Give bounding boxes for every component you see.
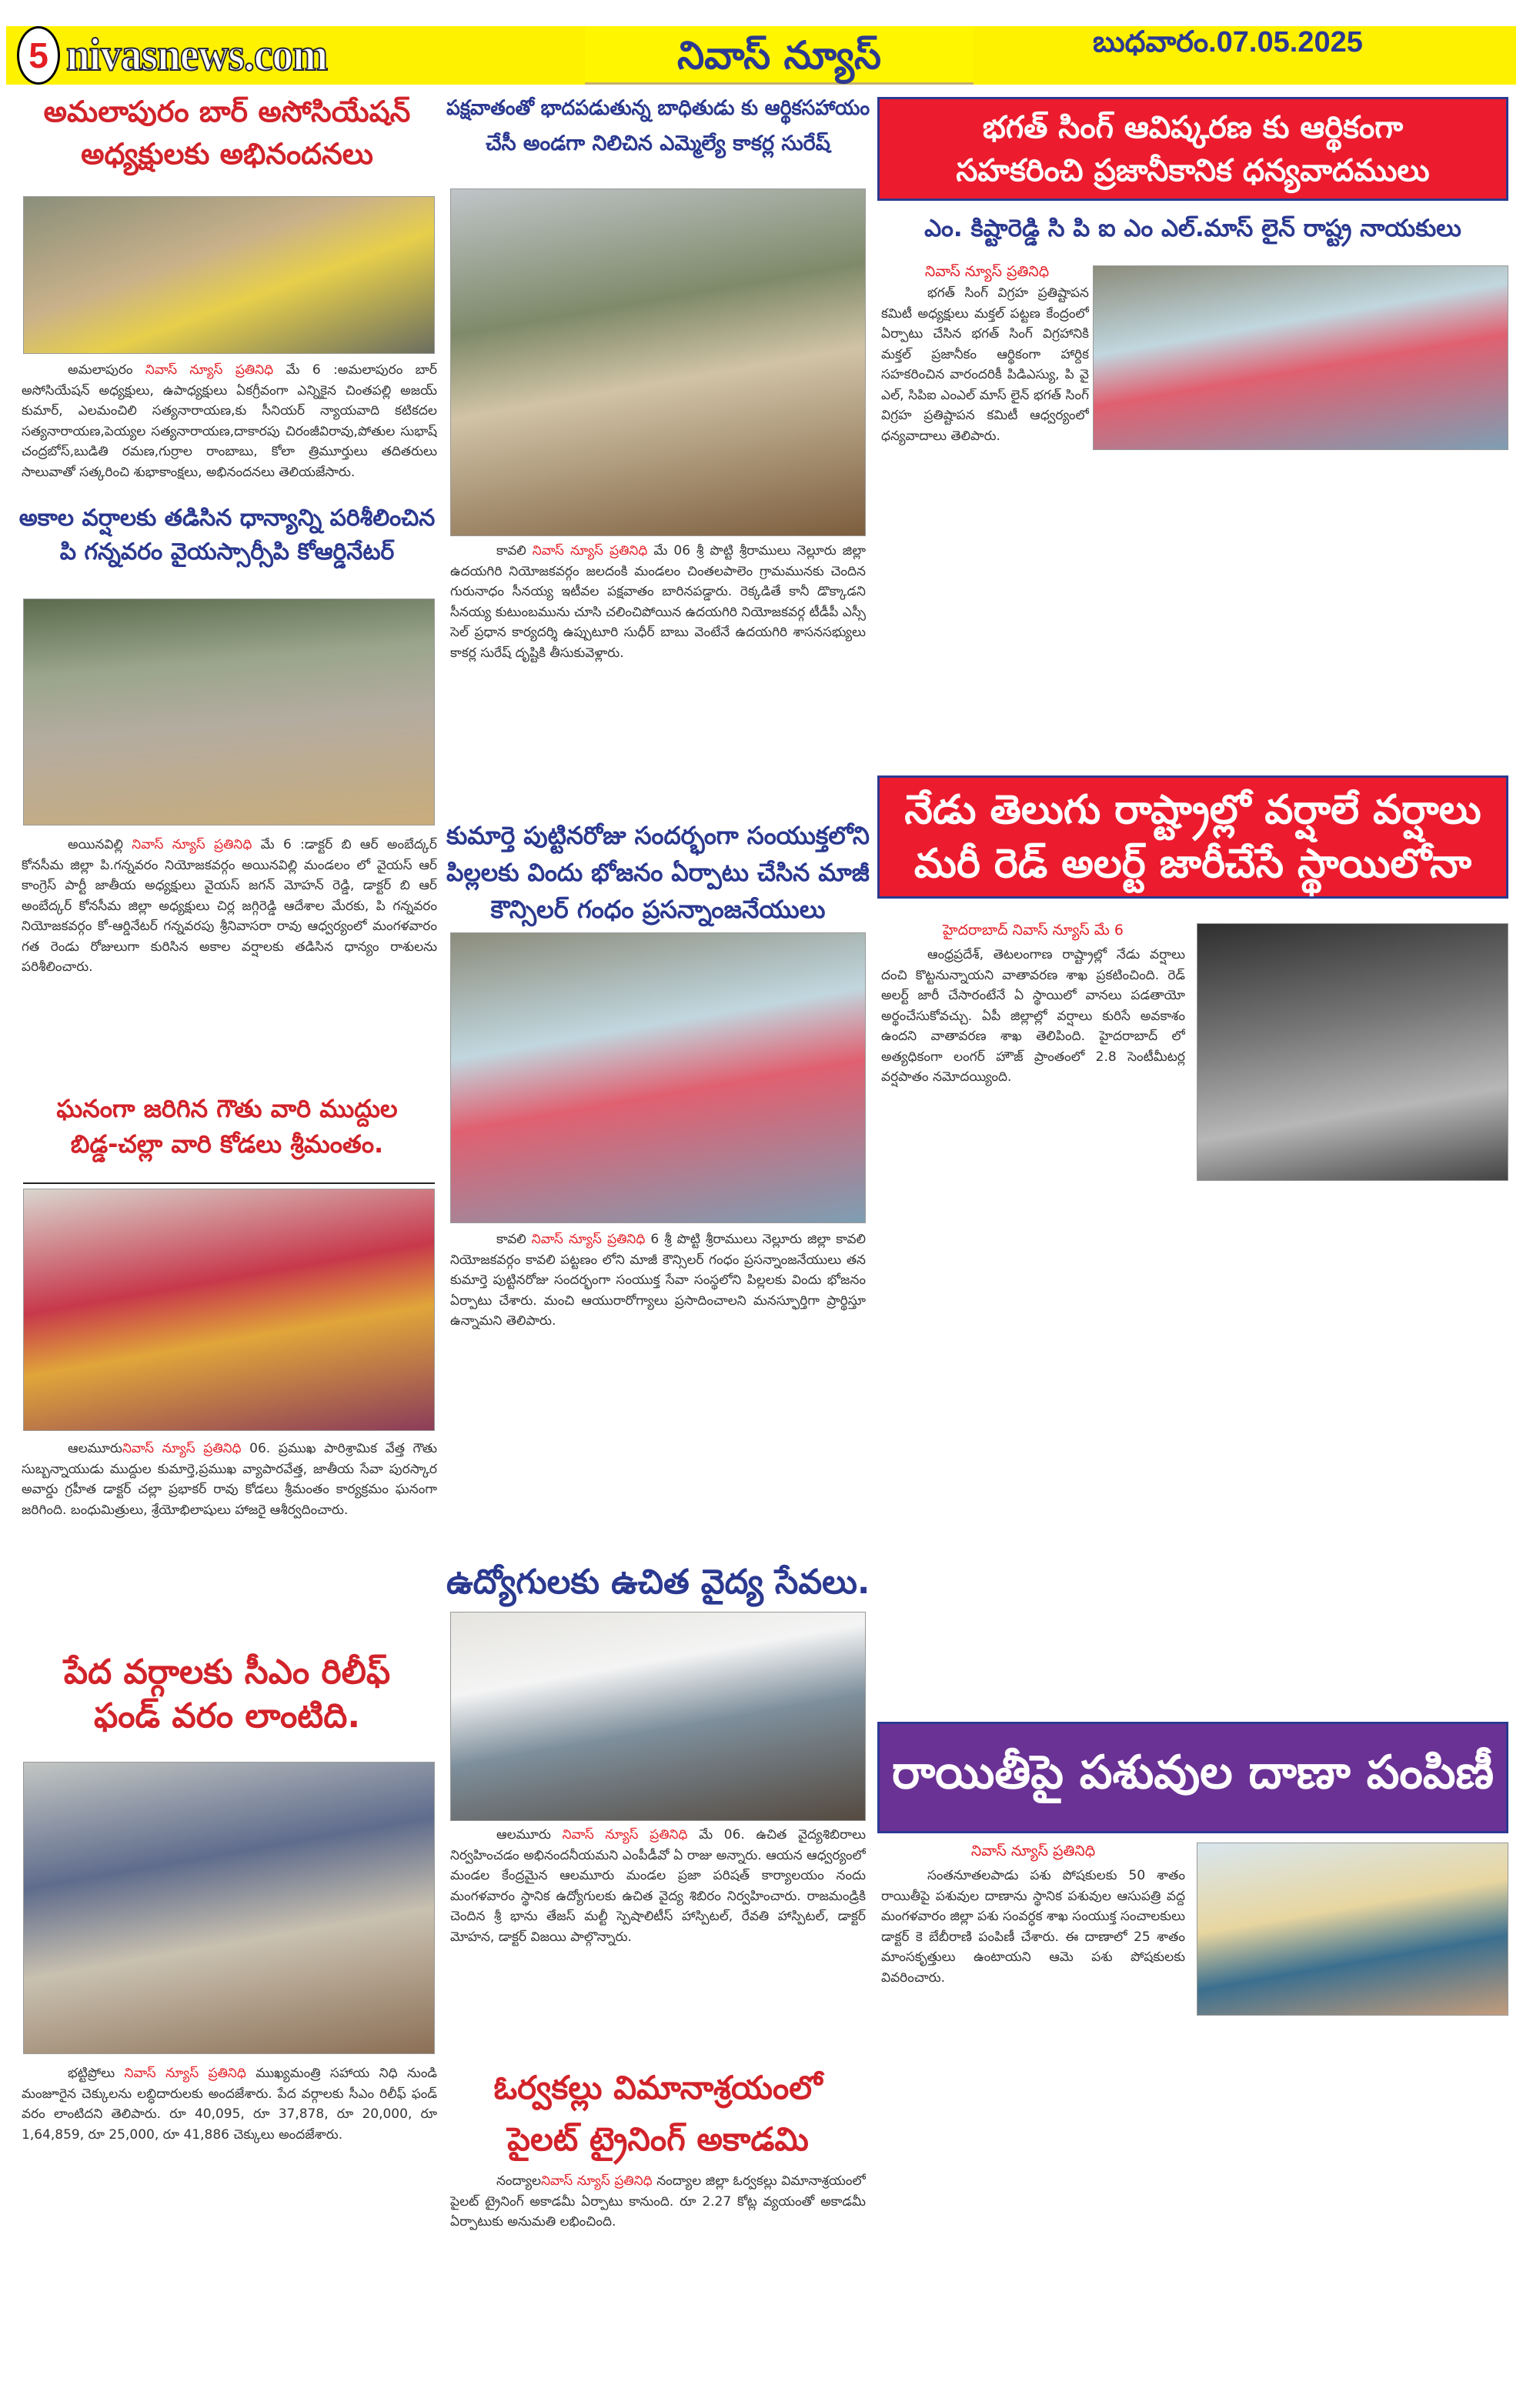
article-text: భట్టిప్రోలు [68, 2066, 115, 2081]
article-text: మే 6 :అమలాపురం బార్ అసోసియేషన్ అధ్యక్షులు, ఉపాధ్యక్షులు ఏకగ్రీవంగా ఎన్నికైన చింతపల్లి అజయ్ కుమార్, ఎలమంచిలి సత్యనారాయణ,కు సీనియర్ న్యాయవాది కటికదల సత్యనారాయణ,పెయ్యల సత్యనారాయణ,దాకారపు చిరంజీవిరావు,పోతుల సుభాష్ చంద్రబోస్,బుడితి రమణ,గుర్రాల రాంబాబు, కోలా త్రిమూర్తులు తదితరులు సాలువాతో సత్కరించి శుభాకాంక్షలు, అభినందనలు తెలియజేసారు. [22, 362, 437, 480]
article-body-paralysis-aid [450, 541, 866, 814]
article-text: నంద్యాల [496, 2173, 542, 2189]
banner-line: భగత్ సింగ్ ఆవిష్కరణ కు ఆర్థికంగా [982, 109, 1404, 145]
issue-date: బుధవారం.07.05.2025 [1093, 26, 1363, 58]
headline-line: అమలాపురం బార్ అసోసియేషన్ [43, 95, 411, 128]
headline-line: కుమార్తె పుట్టినరోజు సందర్భంగా సంయుక్తలోని [446, 821, 870, 850]
headline-line: ఓర్వకల్లు విమానాశ్రయంలో [493, 2069, 823, 2106]
article-body-bhagat-singh [881, 283, 1089, 760]
article-text: నివాస్ న్యూస్ ప్రతినిధి [532, 543, 648, 559]
subheadline-bhagat-singh [877, 212, 1508, 246]
headline-line: పేద వర్గాలకు సీఎం రిలీఫ్ [63, 1653, 391, 1692]
article-text: నివాస్ న్యూస్ ప్రతినిధి [541, 2173, 653, 2189]
article-body-cattle-feed [881, 1866, 1185, 2396]
reporter-label: నివాస్ న్యూస్ ప్రతినిధి [924, 263, 1050, 280]
banner-line: నేడు తెలుగు రాష్ట్రాల్లో వర్షాలే వర్షాలు [904, 786, 1481, 833]
banner-line: సహకరించి ప్రజానీకానిక ధన్యవాదములు [956, 152, 1430, 188]
article-text: నివాస్ న్యూస్ ప్రతినిధి [531, 1232, 646, 1247]
photo-bar-association [23, 196, 435, 354]
headline-pilot-academy [446, 2062, 870, 2165]
article-body-seemantham [22, 1439, 437, 1646]
newspaper-title: నివాస్ న్యూస్ [585, 26, 974, 85]
article-text: కావలి [496, 1232, 526, 1247]
article-text: నివాస్ న్యూస్ ప్రతినిధి [124, 2066, 246, 2081]
article-body-free-medical [450, 1825, 866, 2056]
headline-line: ఎం. కిష్టారెడ్డి సి పి ఐ ఎం ఎల్.మాస్ లైన్ రాష్ట్ర నాయకులు [924, 215, 1461, 242]
headline-line: ఉద్యోగులకు ఉచిత వైద్య సేవలు. [446, 1563, 870, 1602]
banner-line: రాయితీపై పశువుల దాణా పంపిణీ [891, 1745, 1495, 1799]
article-text: మే 6 :డాక్టర్ బి ఆర్ అంబేద్కర్ కోనసీమ జిల్లా పి.గన్నవరం నియోజకవర్గం అయినవిల్లి మండలం లో వైయస్ ఆర్ కాంగ్రెస్ పార్టీ జాతీయ అధ్యక్షులు వైయస్ జగన్ మోహన్ రెడ్డి, డాక్టర్ బి ఆర్ అంబేద్కర్ కోనసీమ జిల్లా అధ్యక్షులు చిర్ల జగ్గిరెడ్డి ఆదేశాల మేరకు, పి గన్నవరం నియోజకవర్గం కో-ఆర్డినేటర్ గన్నవరపు శ్రీనివాసరా రావు ఆధ్వర్యంలో మంగళవారం గత రెండు రోజులుగా కురిసిన అకాల వర్షాలకు తడిసిన ధాన్యం రాశులను పరిశీలించారు. [22, 837, 437, 975]
headline-line: చేసీ అండగా నిలిచిన ఎమ్మెల్యే కాకర్ల సురేష్ [486, 131, 830, 155]
headline-line: పిల్లలకు విందు భోజనం ఏర్పాటు చేసిన మాజీ [446, 858, 870, 887]
article-text: నంద్యాల జిల్లా ఓర్వకల్లు విమానాశ్రయంలో పైలట్ ట్రైనింగ్ అకాడమీ ఏర్పాటు కానుంది. రూ 2.27 కోట్ల వ్యయంతో అకాడమీ ఏర్పాటుకు అనుమతి లభించింది. [450, 2173, 866, 2230]
headline-line: అధ్యక్షులకు అభినందనలు [81, 137, 373, 172]
headline-free-medical [446, 1560, 870, 1604]
photo-cattle-feed [1197, 1843, 1508, 2016]
article-text: 06. ప్రముఖ పారిశ్రామిక వేత్త గౌతు సుబ్బన్నాయుడు ముద్దుల కుమార్తె,ప్రముఖ వ్యాపారవేత్త, జాతీయ సేవా పురస్కార అవార్డు గ్రహీత డాక్టర్ చల్లా ప్రభాకర్ రావు కోడలు శ్రీమంతం కార్యక్రమం ఘనంగా జరిగింది. బంధుమిత్రులు, శ్రేయోభిలాషులు హాజరై ఆశీర్వదించారు. [22, 1441, 437, 1518]
headline-line: అకాల వర్షాలకు తడిసిన ధాన్యాన్ని పరిశీలించిన [18, 505, 436, 532]
article-text: ఆంధ్రప్రదేశ్, తెటలంగాణ రాష్ట్రాల్లో నేడు వర్షాలు దంచి కొట్టనున్నాయని వాతావరణ శాఖ ప్రకటించింది. రెడ్ అలర్ట్ జారీ చేసారంటేనే ఏ స్థాయిలో వానలు పడతాయో అర్థంచేసుకోవచ్చు. ఏపీ జిల్లాల్లో వర్షాలు కురిసే అవకాశం ఉందని వాతావరణ శాఖ తెలిపింది. హైదరాబాద్ లో అత్యధికంగా లంగర్ హౌజ్ ప్రాంతంలో 2.8 సెంటీమీటర్ల వర్షపాతం నమోదయ్యింది. [881, 947, 1185, 1085]
banner-rain-alert [877, 775, 1508, 899]
article-text: ఆలమూరు [68, 1441, 122, 1456]
headline-line: పక్షవాతంతో భాదపడుతున్న బాధితుడు కు ఆర్థికసహాయం [446, 96, 870, 120]
article-text: ఆలమూరు [496, 1827, 551, 1843]
headline-birthday-meal [446, 817, 870, 928]
article-text: నివాస్ న్యూస్ ప్రతినిధి [122, 1441, 242, 1456]
article-text: సంతనూతలపాడు పశు పోషకులకు 50 శాతం రాయితీపై పశువుల దాణాను స్థానిక పశువుల ఆసుపత్రి వద్ద మంగళవారం జిల్లా పశు సంవర్ధక శాఖ సంయుక్త సంచాలకులు డాక్టర్ కె బేబీరాణి పంపిణీ చేశారు. ఈ దాణాలో 25 శాతం మాంసకృత్తులు ఉంటాయని ఆమె పశు పోషకులకు వివరించారు. [881, 1868, 1185, 1986]
headline-line: ఫండ్ వరం లాంటిది. [93, 1696, 361, 1736]
article-text: 6 శ్రీ పొట్టి శ్రీరాములు నెల్లూరు జిల్లా కావలి నియోజకవర్గం కావలి పట్టణం లోని మాజీ కౌన్సిలర్ గంధం ప్రసన్నాంజనేయులు తన కుమార్తె పుట్టినరోజు సందర్భంగా సంయుక్త సేవా సంస్థలోని పిల్లలకు విందు భోజనం ఏర్పాటు చేశారు. మంచి ఆయురారోగ్యాలు ప్రసాదించాలని మనస్ఫూర్తిగా ప్రార్థిస్తూ ఉన్నామని తెలిపారు. [450, 1232, 866, 1329]
headline-bar-association [15, 91, 439, 175]
headline-paralysis-aid [446, 91, 870, 162]
article-text: కావలి [496, 543, 526, 559]
banner-line: మరీ రెడ్ అలర్ట్ జారీచేసే స్థాయిలోనా [913, 841, 1472, 887]
headline-line: బిడ్డ-చల్లా వారి కోడలు శ్రీమంతం. [70, 1129, 384, 1159]
article-body-birthday-meal [450, 1229, 866, 1556]
headline-cm-relief [15, 1650, 439, 1738]
dateline-rain-alert: హైదరాబాద్ నివాస్ న్యూస్ మే 6 [942, 922, 1124, 939]
article-text: మే 06. ఉచిత వైద్యశిబిరాలు నిర్వహించడం అభినందనీయమని ఎంపీడీవో ఏ రాజు అన్నారు. ఆయన ఆధ్వర్యంలో మండల కేంద్రమైన ఆలమూరు మండల ప్రజా పరిషత్ కార్యాలయం నందు మంగళవారం స్థానిక ఉద్యోగులకు ఉచిత వైద్య శిబిరం నిర్వహించారు. రాజమండ్రికి చెందిన శ్రీ భాను తేజస్ మల్టీ స్పెషాలిటీస్ హాస్పిటల్, రేవతి హాస్పిటల్, డాక్టర్ మోహన, డాక్టర్ విజయి పాల్గొన్నారు. [450, 1827, 866, 1945]
article-text: భగత్ సింగ్ విగ్రహ ప్రతిష్టాపన కమిటీ అధ్యక్షులు మక్తల్ పట్టణ కేంద్రంలో ఏర్పాటు చేసిన భగత్ సింగ్ విగ్రహానికి మక్తల్ ప్రజానీకం ఆర్థికంగా హార్దిక సహకరించిన వారందరికీ పిడిఎస్యు, పి వై ఎల్, సిపిఐ ఎంఎల్ మాస్ లైన్ భగత్ సింగ్ విగ్రహ ప్రతిష్టాపన కమిటీ ఆధ్వర్యంలో ధన్యవాదాలు తెలిపారు. [881, 285, 1089, 444]
photo-bhagat-singh [1093, 265, 1508, 450]
article-body-pilot-academy [450, 2171, 866, 2394]
article-text: నివాస్ న్యూస్ ప్రతినిధి [562, 1827, 688, 1843]
photo-free-medical [450, 1612, 866, 1821]
article-text: అమలాపురం [68, 362, 133, 378]
divider [23, 1182, 435, 1184]
photo-cm-relief [23, 1762, 435, 2054]
article-text: నివాస్ న్యూస్ ప్రతినిధి [145, 362, 274, 378]
headline-line: పైలట్ ట్రైనింగ్ అకాడమి [507, 2120, 809, 2159]
headline-paddy-inspection [15, 502, 439, 569]
article-text: అయినవిల్లి [68, 837, 123, 852]
page-number: 5 [17, 26, 60, 85]
photo-paddy-inspection [23, 599, 435, 825]
banner-cattle-feed [877, 1722, 1508, 1833]
headline-line: పి గన్నవరం వైయస్సార్సీపి కోఆర్డినేటర్ [59, 538, 395, 565]
article-text: మే 06 శ్రీ పొట్టి శ్రీరాములు నెల్లూరు జిల్లా ఉదయగిరి నియోజకవర్గం జలదంకి మండలం చింతలపాలెం గ్రామమునకు చెందిన గురునాధం సీనయ్య ఇటీవల పక్షవాతం బారినపడ్డారు. రెక్కడితే కానీ డొక్కాడని సీనయ్య కుటుంబమును చూసి చలించిపోయిన ఉదయగిరి నియోజకవర్గ టీడీపీ ఎస్సీ సెల్ ప్రధాన కార్యదర్శి ఉప్పుటూరి సుధీర్ బాబు వెంటేనే ఉదయగిరి శాసనసభ్యులు కాకర్ల సురేష్ దృష్టికి తీసుకువెళ్లారు. [450, 543, 866, 661]
dateline-cattle-feed: నివాస్ న్యూస్ ప్రతినిధి [970, 1843, 1096, 1859]
article-body-cm-relief [22, 2063, 437, 2394]
photo-seemantham [23, 1189, 435, 1431]
headline-line: ఘనంగా జరిగిన గౌతు వారి ముద్దుల [56, 1094, 398, 1123]
article-body-bar-association [22, 360, 437, 499]
article-text: నివాస్ న్యూస్ ప్రతినిధి [132, 837, 252, 852]
dateline [885, 262, 1089, 282]
headline-line: కౌన్సిలర్ గంధం ప్రసన్నాంజనేయులు [490, 895, 826, 924]
photo-rain [1197, 923, 1508, 1181]
banner-bhagat-singh [877, 97, 1508, 201]
article-body-rain-alert [881, 945, 1185, 1706]
website-logo[interactable]: nivasnews.com [66, 29, 328, 80]
photo-birthday-meal [450, 932, 866, 1223]
article-body-paddy-inspection [22, 835, 437, 1085]
photo-paralysis-aid [450, 188, 866, 536]
headline-seemantham [15, 1091, 439, 1162]
article-text: ముఖ్యమంత్రి సహాయ నిధి నుండి మంజూరైన చెక్కులను లబ్ధిదారులకు అందజేశారు. పేద వర్గాలకు సీఎం రిలీఫ్ ఫండ్ వరం లాంటిదని తెలిపారు. రూ 40,095, రూ 37,878, రూ 20,000, రూ 1,64,859, రూ 25,000, రూ 41,886 చెక్కులు అందజేశారు. [22, 2066, 437, 2143]
